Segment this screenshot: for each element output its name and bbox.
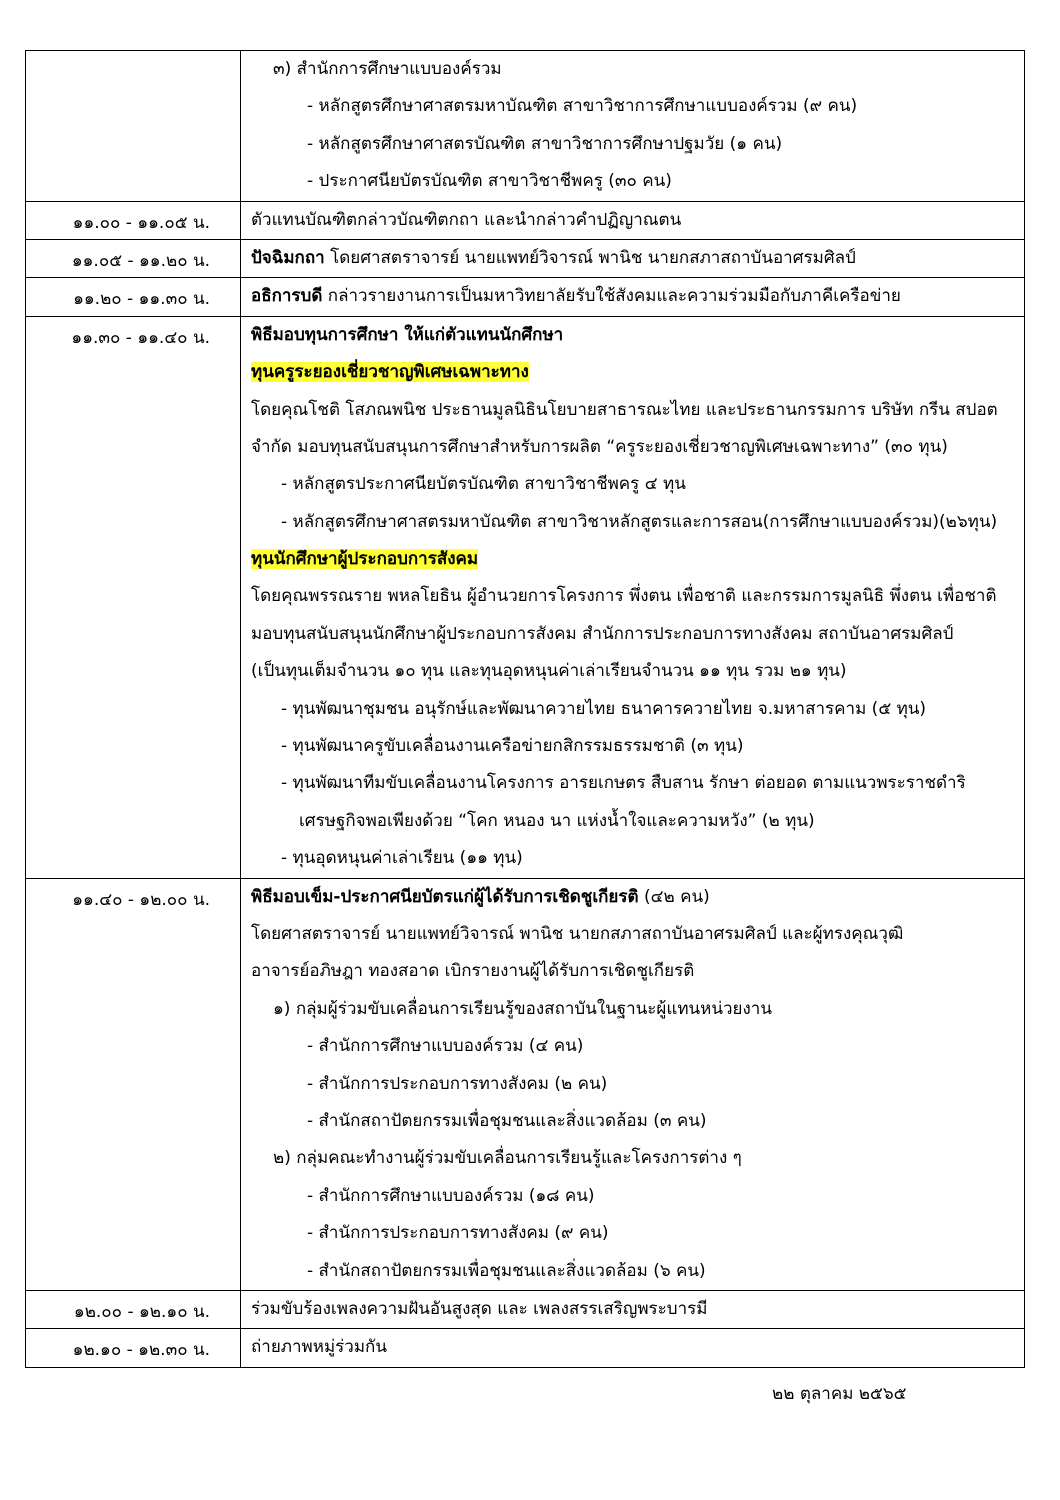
schedule-row — [26, 51, 1025, 202]
description-line — [241, 803, 1024, 840]
line-text: ๒) กลุ่มคณะทำงานผู้ร่วมขับเคลื่อนการเรียนรู้และโครงการต่าง ๆ — [273, 1148, 742, 1169]
schedule-time: ๑๑.๐๐ - ๑๑.๐๕ น. — [26, 201, 241, 239]
schedule-time: ๑๑.๔๐ - ๑๒.๐๐ น. — [26, 878, 241, 1290]
line-text: โดยศาสตราจารย์ นายแพทย์วิจารณ์ พานิช นายกสภาสถาบันอาศรมศิลป์ และผู้ทรงคุณวุฒิ — [251, 923, 904, 944]
schedule-time: ๑๑.๒๐ - ๑๑.๓๐ น. — [26, 278, 241, 316]
line-text: เศรษฐกิจพอเพียงด้วย “โคก หนอง นา แห่งน้ำใจและความหวัง” (๒ ทุน) — [299, 810, 815, 831]
schedule-row — [26, 1329, 1025, 1367]
description-line — [241, 1291, 1024, 1328]
bold-heading: ปัจฉิมกถา — [251, 247, 325, 268]
highlighted-heading: ทุนครูระยองเชี่ยวชาญพิเศษเฉพาะทาง — [251, 362, 529, 383]
description-line — [241, 1028, 1024, 1065]
line-text: ถ่ายภาพหมู่ร่วมกัน — [251, 1337, 387, 1358]
line-text: ๑) กลุ่มผู้ร่วมขับเคลื่อนการเรียนรู้ของสถาบันในฐานะผู้แทนหน่วยงาน — [273, 998, 772, 1019]
schedule-table — [25, 50, 1025, 1368]
schedule-time — [26, 51, 241, 202]
footer-date: ๒๒ ตุลาคม ๒๕๖๕ — [772, 1384, 907, 1404]
line-text: - หลักสูตรประกาศนียบัตรบัณฑิต สาขาวิชาชีพครู ๔ ทุน — [281, 474, 686, 495]
schedule-time: ๑๑.๓๐ - ๑๑.๔๐ น. — [26, 316, 241, 878]
description-line — [241, 51, 1024, 88]
line-text: - หลักสูตรศึกษาศาสตรมหาบัณฑิต สาขาวิชาการศึกษาแบบองค์รวม (๙ คน) — [307, 96, 858, 117]
description-line — [241, 691, 1024, 728]
schedule-description — [241, 201, 1025, 239]
line-text: - ทุนพัฒนาทีมขับเคลื่อนงานโครงการ อารยเกษตร สืบสาน รักษา ต่อยอด ตามแนวพระราชดำริ — [281, 773, 966, 794]
line-text: (เป็นทุนเต็มจำนวน ๑๐ ทุน และทุนอุดหนุนค่าเล่าเรียนจำนวน ๑๑ ทุน รวม ๒๑ ทุน) — [251, 661, 847, 682]
description-line — [241, 317, 1024, 354]
line-text: โดยศาสตราจารย์ นายแพทย์วิจารณ์ พานิช นายกสภาสถาบันอาศรมศิลป์ — [324, 247, 856, 268]
schedule-row — [26, 878, 1025, 1290]
line-text: - สำนักการประกอบการทางสังคม (๙ คน) — [307, 1223, 609, 1244]
schedule-body — [26, 51, 1025, 1368]
line-text: - หลักสูตรศึกษาศาสตรมหาบัณฑิต สาขาวิชาหลักสูตรและการสอน(การศึกษาแบบองค์รวม)(๒๖ทุน) — [281, 511, 998, 532]
line-text: - สำนักสถาปัตยกรรมเพื่อชุมชนและสิ่งแวดล้อม (๖ คน) — [307, 1260, 706, 1281]
line-text: - สำนักการประกอบการทางสังคม (๒ คน) — [307, 1073, 608, 1094]
schedule-description — [241, 51, 1025, 202]
line-text: - ทุนพัฒนาชุมชน อนุรักษ์และพัฒนาควายไทย ธนาคารควายไทย จ.มหาสารคาม (๕ ทุน) — [281, 698, 927, 719]
schedule-description — [241, 1329, 1025, 1367]
schedule-time: ๑๒.๑๐ - ๑๒.๓๐ น. — [26, 1329, 241, 1367]
bold-heading: พิธีมอบทุนการศึกษา ให้แก่ตัวแทนนักศึกษา — [251, 324, 564, 345]
line-text: - หลักสูตรศึกษาศาสตรบัณฑิต สาขาวิชาการศึกษาปฐมวัย (๑ คน) — [307, 133, 783, 154]
schedule-description — [241, 239, 1025, 277]
description-line — [241, 354, 1024, 391]
description-line — [241, 429, 1024, 466]
description-line — [241, 126, 1024, 163]
description-line — [241, 1140, 1024, 1177]
description-line — [241, 202, 1024, 239]
description-line — [241, 278, 1024, 315]
description-line — [241, 1103, 1024, 1140]
description-line — [241, 578, 1024, 615]
description-line — [241, 163, 1024, 200]
description-line — [241, 953, 1024, 990]
line-text: อาจารย์อภิษฎา ทองสอาด เบิกรายงานผู้ได้รับการเชิดชูเกียรติ — [251, 961, 695, 982]
description-line — [241, 1253, 1024, 1290]
schedule-row — [26, 201, 1025, 239]
highlighted-heading: ทุนนักศึกษาผู้ประกอบการสังคม — [251, 549, 479, 570]
line-text: ร่วมขับร้องเพลงความฝันอันสูงสุด และ เพลงสรรเสริญพระบารมี — [251, 1298, 708, 1319]
line-text: - สำนักสถาปัตยกรรมเพื่อชุมชนและสิ่งแวดล้อม (๓ คน) — [307, 1110, 707, 1131]
schedule-row — [26, 278, 1025, 316]
description-line — [241, 916, 1024, 953]
line-text: - ทุนพัฒนาครูขับเคลื่อนงานเครือข่ายกสิกรรมธรรมชาติ (๓ ทุน) — [281, 736, 744, 757]
line-text: จำกัด มอบทุนสนับสนุนการศึกษาสำหรับการผลิต “ครูระยองเชี่ยวชาญพิเศษเฉพาะทาง” (๓๐ ทุน) — [251, 436, 948, 457]
schedule-time: ๑๒.๐๐ - ๑๒.๑๐ น. — [26, 1290, 241, 1328]
line-text: - ประกาศนียบัตรบัณฑิต สาขาวิชาชีพครู (๓๐ คน) — [307, 171, 672, 192]
schedule-time: ๑๑.๐๕ - ๑๑.๒๐ น. — [26, 239, 241, 277]
description-line — [241, 728, 1024, 765]
description-line — [241, 541, 1024, 578]
description-line — [241, 1215, 1024, 1252]
bold-heading: พิธีมอบเข็ม-ประกาศนียบัตรแก่ผู้ได้รับการเชิดชูเกียรติ — [251, 886, 639, 907]
description-line — [241, 1178, 1024, 1215]
bold-heading: อธิการบดี — [251, 286, 323, 307]
description-line — [241, 504, 1024, 541]
line-text: (๔๒ คน) — [638, 886, 710, 907]
description-line — [241, 1329, 1024, 1366]
description-line — [241, 879, 1024, 916]
description-line — [241, 466, 1024, 503]
line-text: - สำนักการศึกษาแบบองค์รวม (๑๘ คน) — [307, 1185, 595, 1206]
description-line — [241, 991, 1024, 1028]
line-text: - ทุนอุดหนุนค่าเล่าเรียน (๑๑ ทุน) — [281, 848, 523, 869]
description-line — [241, 765, 1024, 802]
schedule-description — [241, 316, 1025, 878]
line-text: ตัวแทนบัณฑิตกล่าวบัณฑิตกถา และนำกล่าวคำปฏิญาณตน — [251, 209, 682, 230]
line-text: ๓) สำนักการศึกษาแบบองค์รวม — [273, 59, 502, 79]
schedule-row — [26, 239, 1025, 277]
description-line — [241, 653, 1024, 690]
schedule-row — [26, 1290, 1025, 1328]
line-text: โดยคุณพรรณราย พหลโยธิน ผู้อำนวยการโครงการ พึ่งตน เพื่อชาติ และกรรมการมูลนิธิ พึ่งตน เพื่อชาติ — [251, 586, 997, 607]
description-line — [241, 840, 1024, 877]
schedule-description — [241, 278, 1025, 316]
description-line — [241, 240, 1024, 277]
description-line — [241, 1066, 1024, 1103]
schedule-description — [241, 1290, 1025, 1328]
schedule-description — [241, 878, 1025, 1290]
description-line — [241, 88, 1024, 125]
line-text: กล่าวรายงานการเป็นมหาวิทยาลัยรับใช้สังคมและความร่วมมือกับภาคีเครือข่าย — [322, 286, 901, 307]
description-line — [241, 392, 1024, 429]
line-text: มอบทุนสนับสนุนนักศึกษาผู้ประกอบการสังคม สำนักการประกอบการทางสังคม สถาบันอาศรมศิลป์ — [251, 623, 954, 644]
line-text: - สำนักการศึกษาแบบองค์รวม (๔ คน) — [307, 1036, 584, 1057]
schedule-row — [26, 316, 1025, 878]
line-text: โดยคุณโชติ โสภณพนิช ประธานมูลนิธินโยบายสาธารณะไทย และประธานกรรมการ บริษัท กรีน สปอต — [251, 399, 998, 420]
description-line — [241, 616, 1024, 653]
